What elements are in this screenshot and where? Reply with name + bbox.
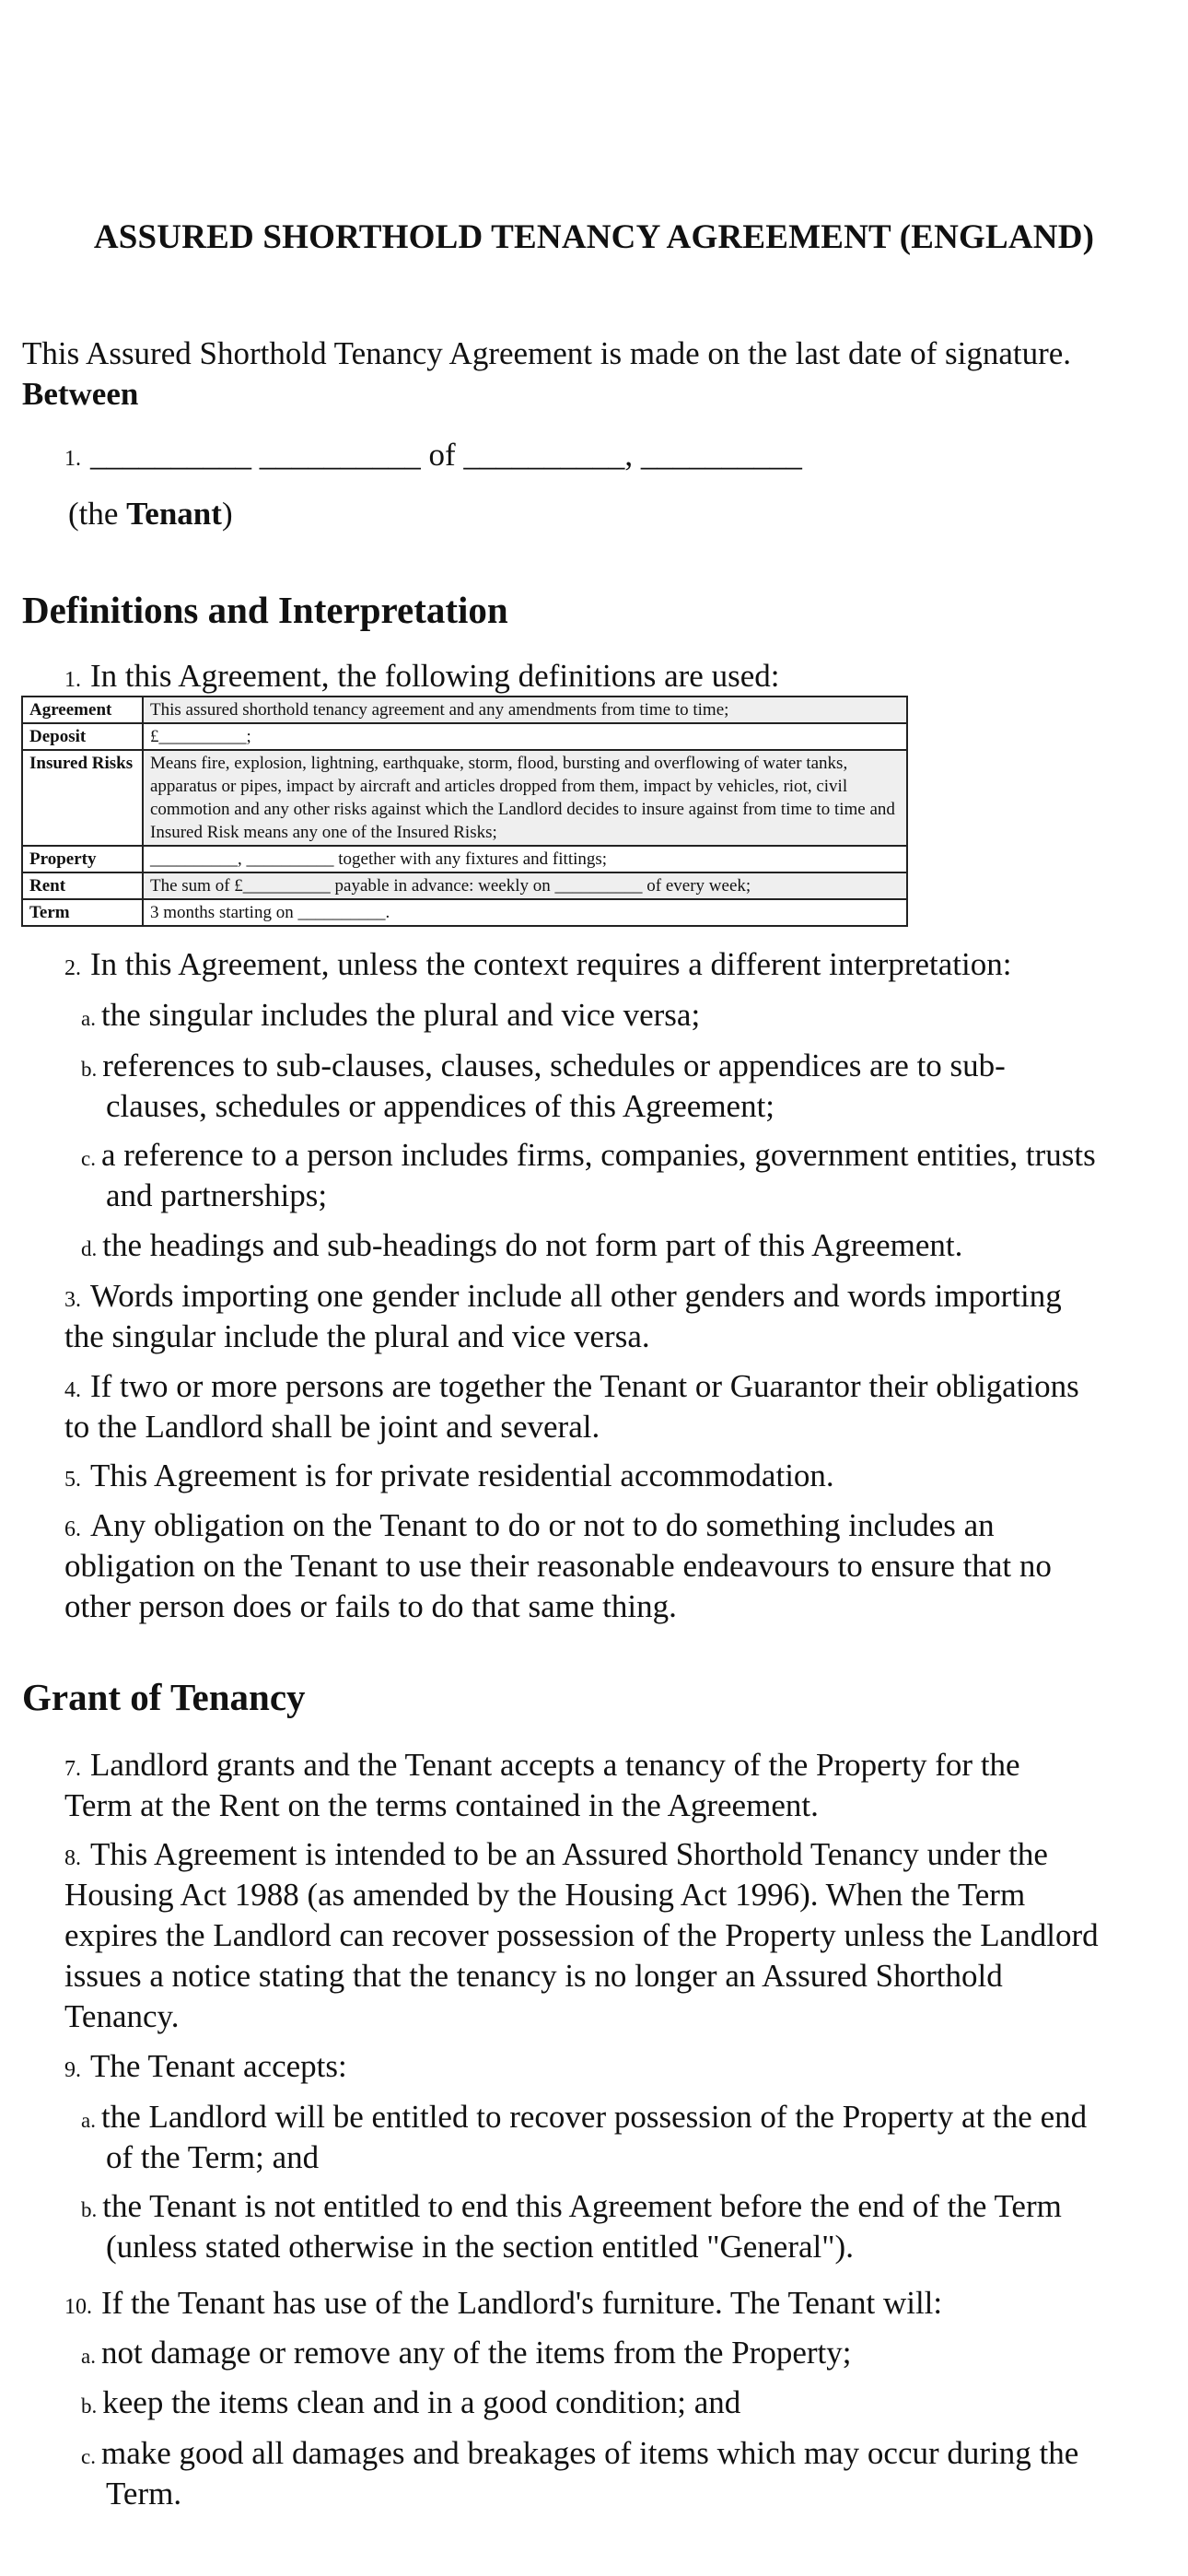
clause-4-number: 4. <box>64 1378 81 1402</box>
item-letter: a. <box>81 1007 96 1030</box>
clause-9 <box>64 2046 347 2090</box>
clause-1-number: 1. <box>64 668 81 692</box>
item-letter: c. <box>81 2445 96 2468</box>
clause-6-continuation: other person does or fails to do that same thing. <box>64 1588 677 1624</box>
list-item <box>81 2097 1087 2141</box>
clause-5 <box>64 1456 834 1500</box>
item-continuation: Term. <box>106 2476 182 2512</box>
clause-9-number: 9. <box>64 2058 81 2082</box>
between-label: Between <box>22 376 139 412</box>
clause-3 <box>64 1276 1062 1320</box>
term-cell: Agreement <box>22 697 143 723</box>
clause-10-text: If the Tenant has use of the Landlord's furniture. The Tenant will: <box>101 2285 943 2321</box>
clause-9-text: The Tenant accepts: <box>90 2048 347 2084</box>
clause-7 <box>64 1745 1020 1789</box>
table-row <box>22 899 907 926</box>
item-text: make good all damages and breakages of items which may occur during the <box>100 2435 1079 2471</box>
role-tenant: Tenant <box>126 496 222 532</box>
clause-2-text: In this Agreement, unless the context requires a different interpretation: <box>90 946 1012 982</box>
list-item <box>81 2186 1062 2231</box>
item-text: not damage or remove any of the items from the Property; <box>100 2335 852 2371</box>
term-cell: Deposit <box>22 723 143 750</box>
item-text: the singular includes the plural and vice versa; <box>100 997 701 1033</box>
item-text: keep the items clean and in a good condition; and <box>102 2384 741 2420</box>
clause-8-continuation: Housing Act 1988 (as amended by the Housing Act 1996). When the Term <box>64 1877 1026 1913</box>
item-continuation: of the Term; and <box>106 2139 320 2175</box>
clause-2-number: 2. <box>64 956 81 980</box>
clause-6-continuation: obligation on the Tenant to use their reasonable endeavours to ensure that no <box>64 1548 1052 1584</box>
clause-8-continuation: Tenancy. <box>64 1998 180 2034</box>
clause-4-text: If two or more persons are together the Tenant or Guarantor their obligations <box>90 1368 1079 1404</box>
clause-8-number: 8. <box>64 1846 81 1870</box>
clause-8-continuation: issues a notice stating that the tenancy is no longer an Assured Shorthold <box>64 1958 1003 1994</box>
list-item <box>81 2333 851 2377</box>
definitions-heading: Definitions and Interpretation <box>22 589 508 631</box>
clause-3-number: 3. <box>64 1288 81 1312</box>
item-letter: a. <box>81 2345 96 2368</box>
clause-3-text: Words importing one gender include all other genders and words importing <box>90 1278 1062 1314</box>
table-row <box>22 872 907 899</box>
clause-1 <box>64 656 779 700</box>
meaning-cell: 3 months starting on __________. <box>143 899 907 926</box>
item-letter: d. <box>81 1237 98 1260</box>
clause-2 <box>64 944 1011 989</box>
intro-paragraph <box>22 334 1071 415</box>
role-suffix: ) <box>221 496 233 532</box>
party-role <box>68 494 233 534</box>
grant-heading: Grant of Tenancy <box>22 1676 306 1718</box>
clause-7-number: 7. <box>64 1757 81 1781</box>
meaning-cell: This assured shorthold tenancy agreement and any amendments from time to time; <box>143 697 907 723</box>
item-text: the Tenant is not entitled to end this Agreement before the end of the Term <box>102 2188 1062 2224</box>
item-continuation: clauses, schedules or appendices of this Agreement; <box>106 1088 775 1124</box>
meaning-cell: £__________; <box>143 723 907 750</box>
party-blanks: __________ __________ of __________, __________ <box>90 437 802 473</box>
definitions-table <box>21 696 908 927</box>
item-text: a reference to a person includes firms, companies, government entities, trusts <box>100 1137 1096 1173</box>
item-continuation: (unless stated otherwise in the section entitled "General"). <box>106 2229 854 2265</box>
list-item <box>81 995 700 1039</box>
item-letter: c. <box>81 1147 96 1170</box>
term-cell: Property <box>22 846 143 872</box>
meaning-cell: Means fire, explosion, lightning, earthquake, storm, flood, bursting and overflowing of water tanks, apparatus or pipes, impact by aircraft and articles dropped from them, impact by vehicles, riot, civil commotion and any other risks against which the Landlord decides to insure against from time to time and Insured Risk means any one of the Insured Risks; <box>143 750 907 846</box>
clause-1-text: In this Agreement, the following definitions are used: <box>90 658 780 694</box>
clause-10-number: 10. <box>64 2295 92 2319</box>
party-number: 1. <box>64 447 81 471</box>
item-text: the headings and sub-headings do not form part of this Agreement. <box>102 1227 963 1263</box>
intro-text: This Assured Shorthold Tenancy Agreement is made on the last date of signature. <box>22 335 1072 371</box>
list-item <box>81 2433 1078 2477</box>
item-continuation: and partnerships; <box>106 1177 328 1213</box>
meaning-cell: The sum of £__________ payable in advance: weekly on __________ of every week; <box>143 872 907 899</box>
clause-7-text: Landlord grants and the Tenant accepts a tenancy of the Property for the <box>90 1747 1020 1783</box>
document-title: ASSURED SHORTHOLD TENANCY AGREEMENT (ENGLAND) <box>93 218 1095 256</box>
clause-5-text: This Agreement is for private residential accommodation. <box>90 1458 834 1493</box>
clause-8 <box>64 1834 1048 1879</box>
item-text: the Landlord will be entitled to recover possession of the Property at the end <box>100 2099 1088 2135</box>
table-row <box>22 846 907 872</box>
item-letter: b. <box>81 2395 98 2418</box>
term-cell: Insured Risks <box>22 750 143 846</box>
item-letter: a. <box>81 2109 96 2132</box>
item-letter: b. <box>81 2198 98 2221</box>
party-line <box>64 435 802 479</box>
term-cell: Term <box>22 899 143 926</box>
table-row <box>22 697 907 723</box>
item-letter: b. <box>81 1058 98 1081</box>
clause-4 <box>64 1366 1079 1411</box>
table-row <box>22 750 907 846</box>
clause-3-continuation: the singular include the plural and vice versa. <box>64 1318 650 1354</box>
clause-7-continuation: Term at the Rent on the terms contained in the Agreement. <box>64 1787 819 1823</box>
list-item <box>81 1046 1006 1090</box>
clause-6-number: 6. <box>64 1517 81 1541</box>
list-item <box>81 1225 962 1270</box>
clause-4-continuation: to the Landlord shall be joint and several. <box>64 1409 600 1445</box>
list-item <box>81 1135 1096 1179</box>
clause-8-continuation: expires the Landlord can recover possession of the Property unless the Landlord <box>64 1917 1099 1953</box>
clause-8-text: This Agreement is intended to be an Assured Shorthold Tenancy under the <box>90 1836 1048 1872</box>
item-text: references to sub-clauses, clauses, schedules or appendices are to sub- <box>102 1048 1006 1083</box>
list-item <box>81 2383 740 2427</box>
clause-5-number: 5. <box>64 1468 81 1492</box>
clause-6 <box>64 1505 995 1550</box>
table-row <box>22 723 907 750</box>
meaning-cell: __________, __________ together with any fixtures and fittings; <box>143 846 907 872</box>
term-cell: Rent <box>22 872 143 899</box>
role-prefix: (the <box>68 496 127 532</box>
clause-10 <box>64 2283 942 2327</box>
clause-6-text: Any obligation on the Tenant to do or not to do something includes an <box>90 1507 995 1543</box>
